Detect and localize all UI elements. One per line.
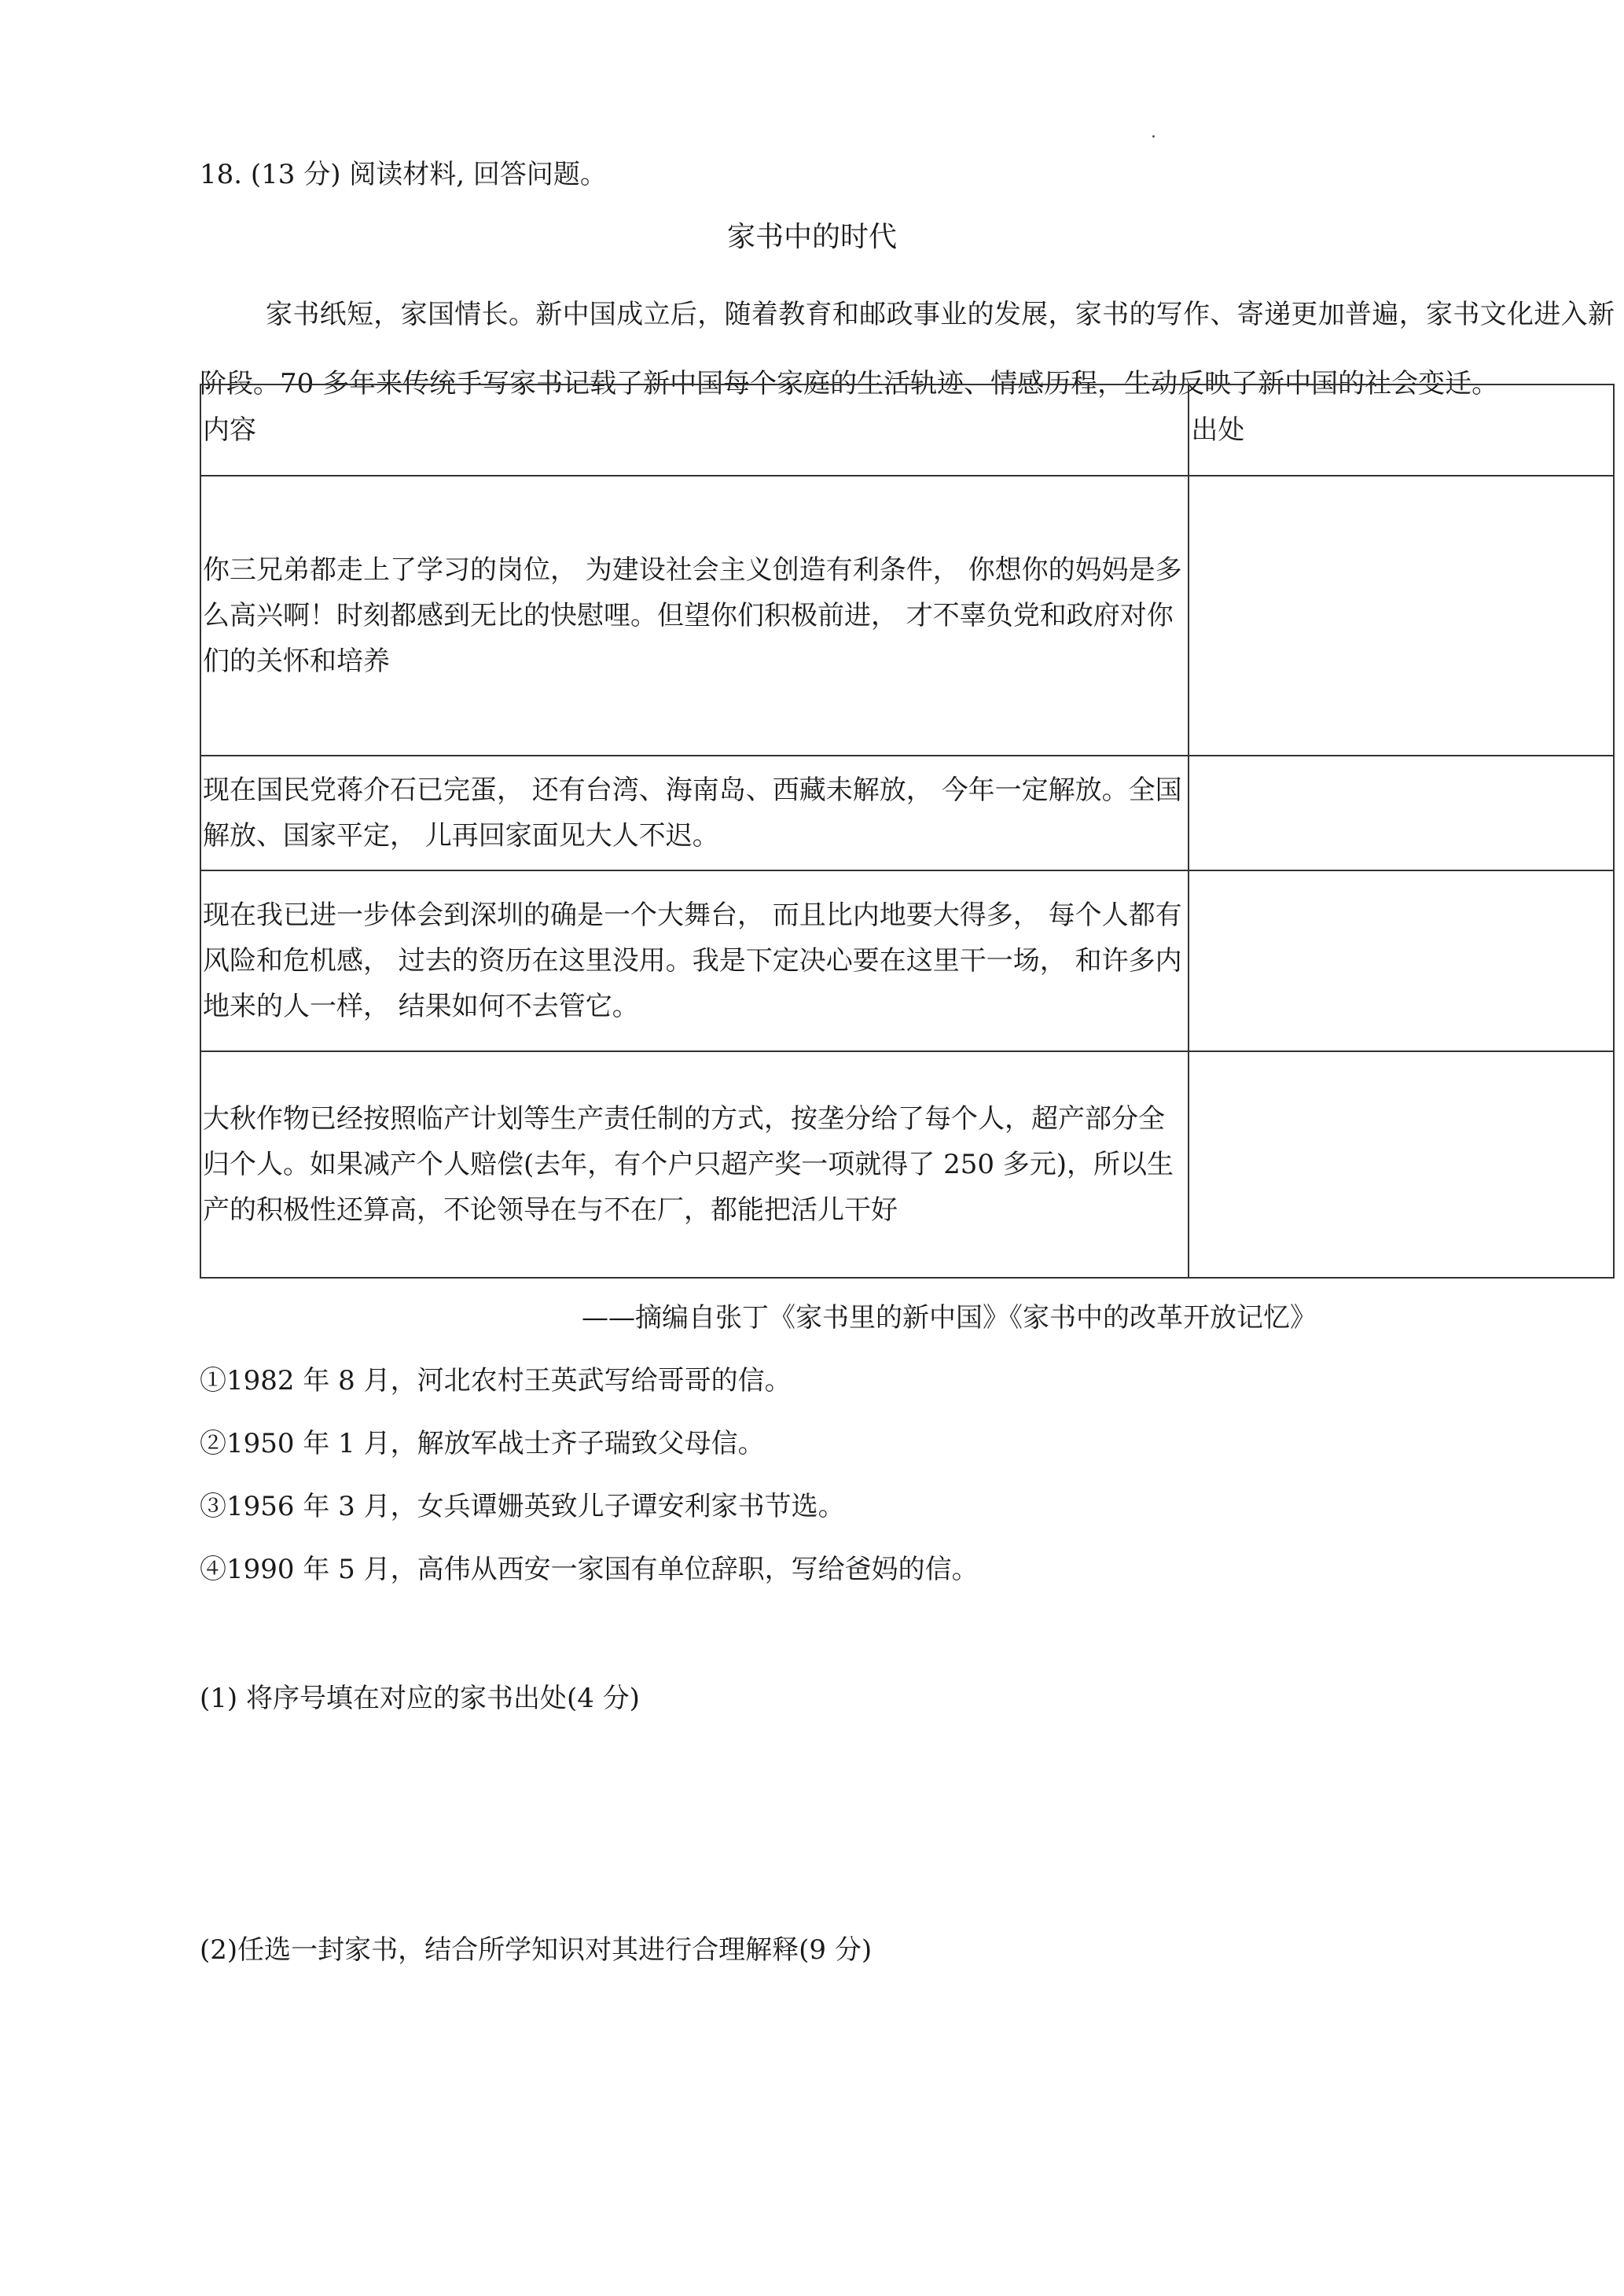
letter-content: 现在国民党蒋介石已完蛋， 还有台湾、海南岛、西藏未解放， 今年一定解放。全国解放、国家平定， 儿再回家面见大人不迟。 [200, 756, 1189, 870]
source-answer-cell[interactable] [1189, 1051, 1614, 1278]
source-option: ②1950 年 1 月，解放军战士齐子瑞致父母信。 [200, 1428, 765, 1459]
sub-question-1: (1) 将序号填在对应的家书出处(4 分) [200, 1683, 640, 1714]
table-header-row [200, 385, 1614, 476]
source-answer-cell[interactable] [1189, 756, 1614, 870]
table-row [200, 870, 1614, 1051]
citation: ——摘编自张丁《家书里的新中国》《家书中的改革开放记忆》 [582, 1302, 1317, 1334]
source-option: ④1990 年 5 月，高伟从西安一家国有单位辞职，写给爸妈的信。 [200, 1554, 979, 1585]
letter-content: 现在我已进一步体会到深圳的确是一个大舞台， 而且比内地要大得多， 每个人都有风险和危机感， 过去的资历在这里没用。我是下定决心要在这里干一场， 和许多内地来的人一样， 结果如何不去管它。 [200, 870, 1189, 1051]
source-answer-cell[interactable] [1189, 476, 1614, 756]
letters-table [200, 384, 1615, 1279]
question-header: 18. (13 分) 阅读材料, 回答问题。 [200, 159, 607, 190]
source-option: ①1982 年 8 月，河北农村王英武写给哥哥的信。 [200, 1365, 792, 1396]
table-row [200, 756, 1614, 870]
intro-paragraph: 家书纸短，家国情长。新中国成立后，随着教育和邮政事业的发展，家书的写作、寄递更加普遍，家书文化进入新阶段。70 多年来传统手写家书记载了新中国每个家庭的生活轨迹、情感历程，生动反映了新中国的社会变迁。 [200, 299, 1615, 399]
header-source: 出处 [1189, 385, 1614, 476]
letter-content: 大秋作物已经按照临产计划等生产责任制的方式，按垄分给了每个人，超产部分全归个人。如果减产个人赔偿(去年，有个户只超产奖一项就得了 250 多元)，所以生产的积极性还算高，不论领导在与不在厂，都能把活儿干好 [200, 1051, 1189, 1278]
letter-content: 你三兄弟都走上了学习的岗位， 为建设社会主义创造有利条件， 你想你的妈妈是多么高兴啊！时刻都感到无比的快慰哩。但望你们积极前进， 才不辜负党和政府对你们的关怀和培养 [200, 476, 1189, 756]
table-row [200, 476, 1614, 756]
document-title: 家书中的时代 [726, 221, 897, 253]
table-row [200, 1051, 1614, 1278]
header-content: 内容 [200, 385, 1189, 476]
sub-question-2: (2)任选一封家书，结合所学知识对其进行合理解释(9 分) [200, 1934, 873, 1966]
source-option: ③1956 年 3 月，女兵谭姗英致儿子谭安利家书节选。 [200, 1491, 845, 1522]
source-answer-cell[interactable] [1189, 870, 1614, 1051]
scan-dot [1152, 135, 1155, 138]
